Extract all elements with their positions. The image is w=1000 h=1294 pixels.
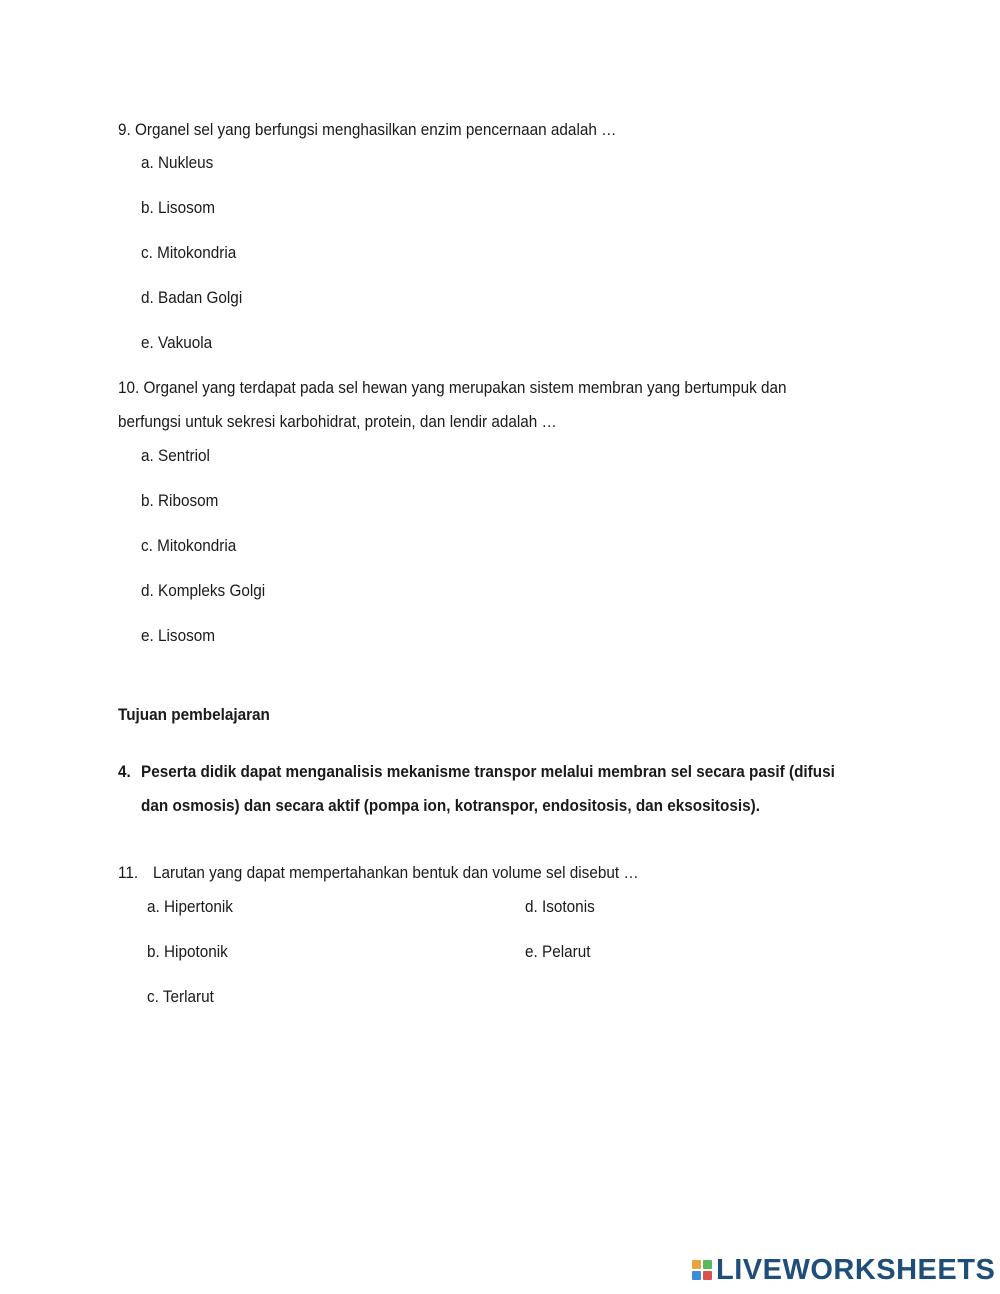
objective-number: 4. (118, 762, 131, 781)
q10-option-e: e. Lisosom (141, 626, 215, 645)
liveworksheets-logo (692, 1255, 995, 1285)
objective-line2: dan osmosis) dan secara aktif (pompa ion, kotranspor, endositosis, dan eksositosis). (141, 796, 760, 815)
q9-option-a: a. Nukleus (141, 153, 214, 172)
question-9-text: 9. Organel sel yang berfungsi menghasilkan enzim pencernaan adalah … (118, 120, 617, 139)
q10-option-d: d. Kompleks Golgi (141, 581, 266, 600)
q10-option-a: a. Sentriol (141, 446, 210, 465)
q9-option-b: b. Lisosom (141, 198, 215, 217)
logo-brand-text: LIVEWORKSHEETS (716, 1253, 996, 1286)
liveworksheets-icon (692, 1260, 712, 1280)
q11-option-d: d. Isotonis (525, 897, 595, 916)
q9-option-d: d. Badan Golgi (141, 288, 243, 307)
q9-option-c: c. Mitokondria (141, 243, 237, 262)
question-11-text: Larutan yang dapat mempertahankan bentuk dan volume sel disebut … (153, 863, 639, 882)
q10-option-c: c. Mitokondria (141, 536, 237, 555)
objective-line1: Peserta didik dapat menganalisis mekanisme transpor melalui membran sel secara pasif (difusi (141, 762, 835, 781)
q11-option-a: a. Hipertonik (147, 897, 233, 916)
q10-option-b: b. Ribosom (141, 491, 219, 510)
q9-option-e: e. Vakuola (141, 333, 213, 352)
logo-square (703, 1260, 712, 1269)
logo-square (692, 1260, 701, 1269)
logo-square (703, 1271, 712, 1280)
q11-option-e: e. Pelarut (525, 942, 591, 961)
objective-heading: Tujuan pembelajaran (118, 705, 270, 724)
question-10-line2: berfungsi untuk sekresi karbohidrat, protein, dan lendir adalah … (118, 412, 557, 431)
q11-option-c: c. Terlarut (147, 987, 214, 1006)
question-11-number: 11. (118, 863, 139, 882)
question-10-line1: 10. Organel yang terdapat pada sel hewan yang merupakan sistem membran yang bertumpuk dan (118, 378, 787, 397)
logo-square (692, 1271, 701, 1280)
q11-option-b: b. Hipotonik (147, 942, 228, 961)
